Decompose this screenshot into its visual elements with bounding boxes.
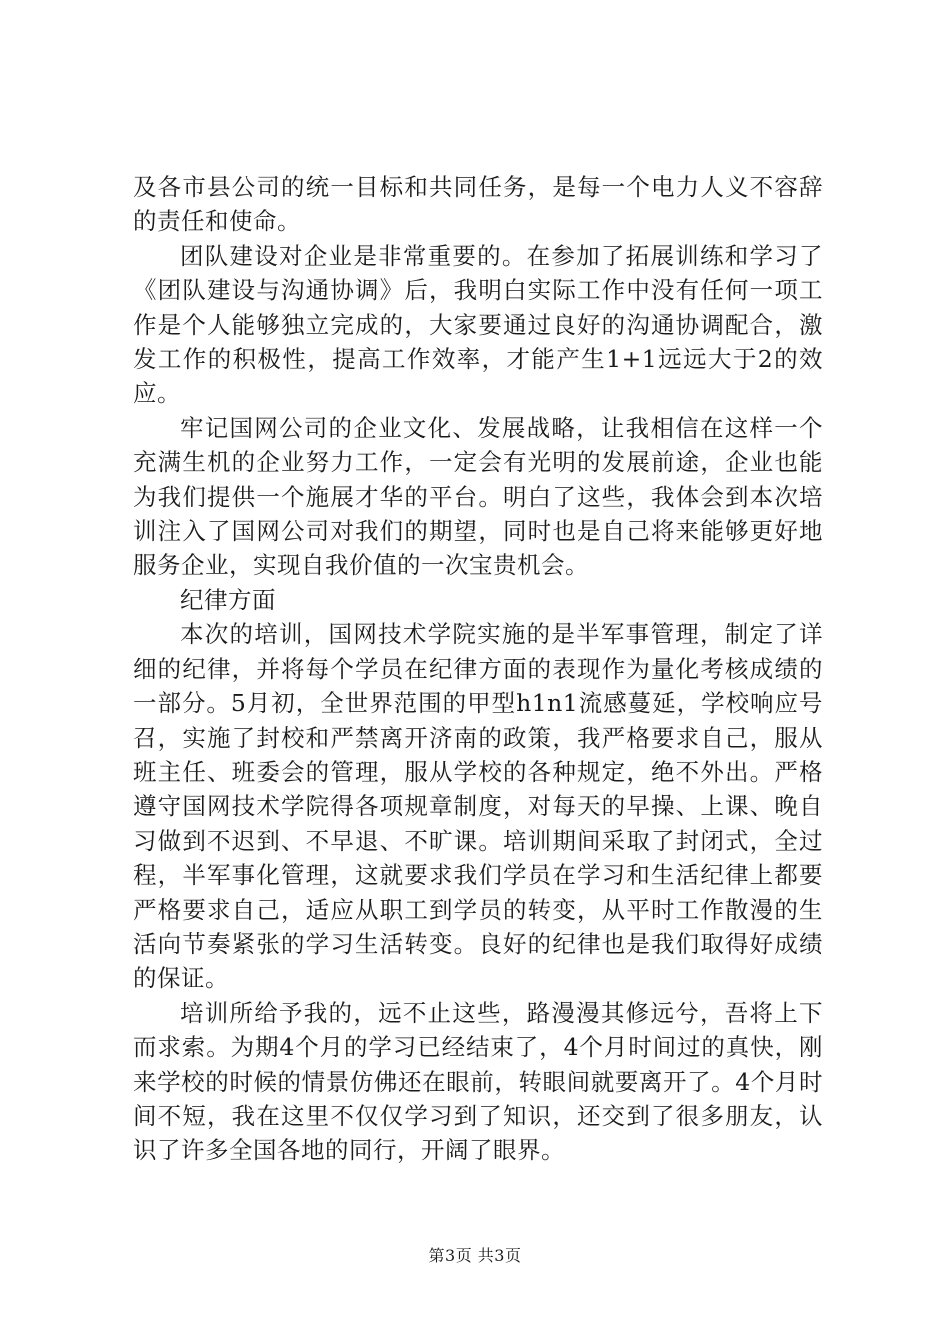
paragraph-discipline: 本次的培训，国网技术学院实施的是半军事管理，制定了详细的纪律，并将每个学员在纪律方面的表现作为量化考核成绩的一部分。5月初，全世界范围的甲型h1n1流感蔓延，学校响应号召，实施了封校和严禁离开济南的政策，我严格要求自己，服从班主任、班委会的管理，服从学校的各种规定，绝不外出。严格遵守国网技术学院得各项规章制度，对每天的早操、上课、晚自习做到不迟到、不早退、不旷课。培训期间采取了封闭式，全过程，半军事化管理，这就要求我们学员在学习和生活纪律上都要严格要求自己，适应从职工到学员的转变，从平时工作散漫的生活向节奏紧张的学习生活转变。良好的纪律也是我们取得好成绩的保证。 bbox=[133, 620, 823, 993]
page-footer: 第3页 共3页 bbox=[428, 1246, 522, 1265]
paragraph-continued: 及各市县公司的统一目标和共同任务，是每一个电力人义不容辞的责任和使命。 bbox=[133, 173, 823, 236]
paragraph-conclusion: 培训所给予我的，远不止这些，路漫漫其修远兮，吾将上下而求索。为期4个月的学习已经结束了，4个月时间过的真快，刚来学校的时候的情景仿佛还在眼前，转眼间就要离开了。4个月时间不短，我在这里不仅仅学习到了知识，还交到了很多朋友，认识了许多全国各地的同行，开阔了眼界。 bbox=[133, 998, 823, 1165]
paragraph-company-culture: 牢记国网公司的企业文化、发展战略，让我相信在这样一个充满生机的企业努力工作，一定会有光明的发展前途，企业也能为我们提供一个施展才华的平台。明白了这些，我体会到本次培训注入了国网公司对我们的期望，同时也是自己将来能够更好地服务企业，实现自我价值的一次宝贵机会。 bbox=[133, 413, 823, 580]
section-heading-discipline: 纪律方面 bbox=[180, 585, 276, 614]
document-body bbox=[133, 170, 823, 1168]
paragraph-team-building: 团队建设对企业是非常重要的。在参加了拓展训练和学习了《团队建设与沟通协调》后，我明白实际工作中没有任何一项工作是个人能够独立完成的，大家要通过良好的沟通协调配合，激发工作的积极性，提高工作效率，才能产生1+1远远大于2的效应。 bbox=[133, 241, 823, 408]
